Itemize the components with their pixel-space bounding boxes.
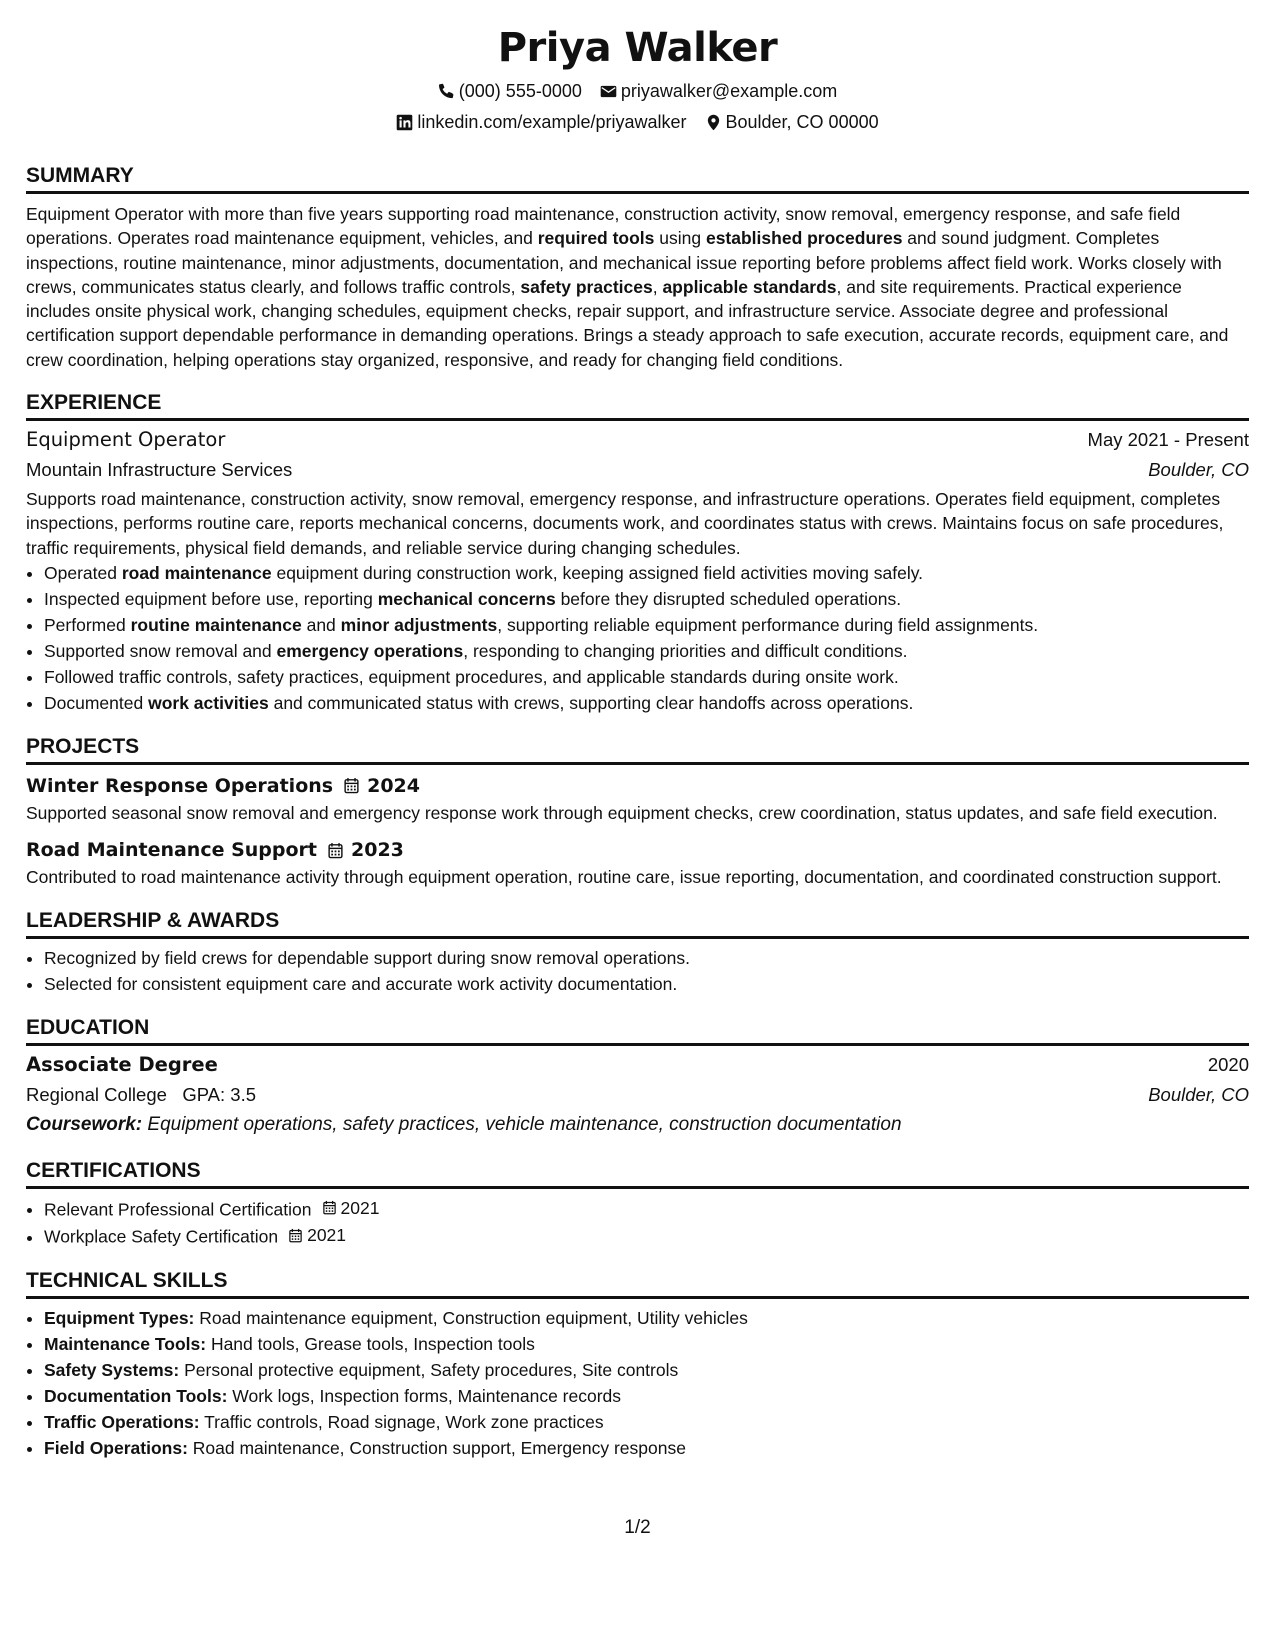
job-dates: May 2021 - Present: [1087, 429, 1249, 451]
projects-heading: PROJECTS: [26, 734, 1249, 765]
coursework-text: Equipment operations, safety practices, vehicle maintenance, construction documentation: [147, 1113, 902, 1135]
skill-value: Traffic controls, Road signage, Work zone practices: [204, 1411, 604, 1432]
list-item: [44, 1222, 1249, 1250]
education-subheader: [26, 1080, 1249, 1110]
job-subheader: [26, 455, 1249, 485]
summary-part: using: [654, 228, 706, 249]
bullet-text: and: [301, 614, 341, 635]
list-item: [44, 1357, 1249, 1383]
bullet-text: , responding to changing priorities and difficult conditions.: [463, 640, 908, 661]
map-pin-icon: [705, 114, 722, 131]
page-number: 1/2: [624, 1517, 651, 1538]
education-heading: EDUCATION: [26, 1015, 1249, 1046]
summary-part: , and site requirements. Practical experience includes onsite physical work, changing schedules, equipment checks, repair support, and infrastructure service. Associate degree and professional certification support dependable performance in demanding operations. Brings a steady approach to safe execution, accurate records, equipment care, and crew coordination, helping operations stay organized, responsive, and ready for changing field conditions.: [26, 276, 1229, 370]
education-location: Boulder, CO: [1148, 1083, 1249, 1105]
list-item: [44, 560, 1249, 586]
resume-page: [26, 0, 1249, 1461]
project-year: 2023: [351, 839, 404, 862]
skills-section: [26, 1268, 1249, 1461]
bullet-text: Supported snow removal and: [44, 640, 277, 661]
project-description: Contributed to road maintenance activity through equipment operation, routine care, issue reporting, documentation, and coordinated construction support.: [26, 867, 1222, 888]
skills-heading: TECHNICAL SKILLS: [26, 1268, 1249, 1299]
location-text: Boulder, CO 00000: [725, 112, 879, 132]
education-header: [26, 1050, 1249, 1080]
project-description: Supported seasonal snow removal and emergency response work through equipment checks, crew coordination, status updates, and safe field execution.: [26, 802, 1218, 823]
project-year: 2024: [367, 774, 420, 797]
list-item: • Selected for consistent equipment care and accurate work activity documentation.: [44, 971, 1249, 997]
bullet-text: Followed traffic controls, safety practices, equipment procedures, and applicable standards during onsite work.: [44, 666, 899, 687]
calendar-icon: [327, 842, 344, 859]
project-name: Road Maintenance Support: [26, 839, 318, 862]
degree-name: Associate Degree: [26, 1052, 218, 1076]
summary-bold: required tools: [537, 228, 655, 249]
list-item: [44, 1195, 1249, 1223]
contact-row-1: [26, 80, 1249, 102]
project-name: Winter Response Operations: [26, 774, 334, 797]
bullet-bold: emergency operations: [276, 640, 464, 661]
envelope-icon: [600, 83, 617, 100]
candidate-name: Priya Walker: [497, 25, 778, 71]
certifications-section: [26, 1158, 1249, 1250]
bullet-text: Performed: [44, 614, 131, 635]
skill-value: Road maintenance equipment, Construction equipment, Utility vehicles: [199, 1307, 748, 1328]
job-location: Boulder, CO: [1148, 459, 1249, 481]
list-item: [44, 612, 1249, 638]
skill-value: Hand tools, Grease tools, Inspection tools: [210, 1333, 535, 1354]
coursework-label: Coursework:: [26, 1113, 143, 1135]
education-section: [26, 1015, 1249, 1140]
bullet-bold: road maintenance: [121, 562, 272, 583]
skill-label: Field Operations:: [44, 1437, 188, 1458]
summary-heading: SUMMARY: [26, 163, 1249, 194]
certification-year: 2021: [307, 1225, 347, 1246]
summary-part: ,: [652, 276, 663, 297]
skill-value: Work logs, Inspection forms, Maintenance records: [232, 1385, 622, 1406]
linkedin-text: linkedin.com/example/priyawalker: [417, 112, 687, 132]
bullet-bold: mechanical concerns: [377, 588, 556, 609]
list-item: [44, 638, 1249, 664]
phone-icon: [438, 83, 455, 100]
certification-date: [288, 1222, 346, 1248]
bullet-text: and communicated status with crews, supporting clear handoffs across operations.: [268, 692, 914, 713]
experience-section: [26, 390, 1249, 716]
education-year: 2020: [1207, 1053, 1249, 1075]
contact-row-2: [26, 111, 1249, 133]
phone-text: (000) 555-0000: [458, 81, 582, 101]
leadership-list: [26, 945, 1249, 997]
school-info: [26, 1080, 256, 1110]
calendar-icon: [343, 777, 360, 794]
skill-label: Traffic Operations:: [44, 1411, 200, 1432]
coursework: [26, 1110, 1249, 1140]
project-date: [343, 771, 420, 801]
skill-label: Equipment Types:: [44, 1307, 195, 1328]
projects-section: [26, 734, 1249, 890]
gpa: GPA: 3.5: [182, 1083, 257, 1105]
list-item: [44, 1305, 1249, 1331]
certification-name: Relevant Professional Certification: [44, 1199, 312, 1220]
certifications-heading: CERTIFICATIONS: [26, 1158, 1249, 1189]
experience-heading: EXPERIENCE: [26, 390, 1249, 421]
certification-name: Workplace Safety Certification: [44, 1226, 279, 1247]
summary-bold: safety practices: [520, 276, 653, 297]
skill-label: Safety Systems:: [44, 1359, 180, 1380]
school-name: Regional College: [26, 1083, 167, 1105]
calendar-icon: [288, 1228, 303, 1243]
summary-bold: applicable standards: [662, 276, 837, 297]
bullet-text: before they disrupted scheduled operations.: [555, 588, 902, 609]
certifications-list: [26, 1195, 1249, 1250]
certification-date: [322, 1195, 380, 1221]
job-company: Mountain Infrastructure Services: [26, 459, 293, 481]
phone-contact[interactable]: [438, 80, 582, 102]
email-text: priyawalker@example.com: [620, 81, 838, 101]
skill-value: Personal protective equipment, Safety procedures, Site controls: [184, 1359, 679, 1380]
list-item: [44, 586, 1249, 612]
skill-label: Maintenance Tools:: [44, 1333, 207, 1354]
job-header: [26, 425, 1249, 455]
skill-value: Road maintenance, Construction support, Emergency response: [192, 1437, 686, 1458]
bullet-text: equipment during construction work, keeping assigned field activities moving safely.: [271, 562, 924, 583]
summary-section: [26, 163, 1249, 372]
bullet-text: Inspected equipment before use, reporting: [44, 588, 378, 609]
summary-part: Equipment Operator with more than five years supporting road maintenance, construction activity, snow removal, emergency response, and safe field operations. Operates road maintenance equipment, vehicles, and: [26, 204, 1181, 249]
linkedin-contact[interactable]: [396, 111, 686, 133]
job-title: Equipment Operator: [26, 428, 226, 452]
list-item: [44, 690, 1249, 716]
project-date: [327, 835, 404, 865]
location-contact: [705, 111, 879, 133]
project-header: [26, 771, 1249, 801]
skill-label: Documentation Tools:: [44, 1385, 228, 1406]
leadership-section: [26, 908, 1249, 997]
summary-bold: established procedures: [705, 228, 903, 249]
bullet-bold: routine maintenance: [130, 614, 302, 635]
list-item: [44, 1409, 1249, 1435]
list-item: [44, 1331, 1249, 1357]
job-bullets: [26, 560, 1249, 716]
bullet-bold: work activities: [148, 692, 269, 713]
project-header: [26, 835, 1249, 865]
bullet-text: , supporting reliable equipment performance during field assignments.: [497, 614, 1039, 635]
bullet-bold: minor adjustments: [340, 614, 498, 635]
calendar-icon: [322, 1200, 337, 1215]
list-item: [44, 1435, 1249, 1461]
list-item: • Recognized by field crews for dependable support during snow removal operations.: [44, 945, 1249, 971]
job-description: Supports road maintenance, construction activity, snow removal, emergency response, and infrastructure operations. Operates field equipment, completes inspections, performs routine care, reports mechanical concerns, documents work, and coordinates status with crews. Maintains focus on safe procedures, traffic requirements, physical field demands, and reliable service during changing schedules.: [26, 489, 1224, 558]
summary-text: [26, 202, 1249, 372]
list-item: [44, 664, 1249, 690]
email-contact[interactable]: [600, 80, 837, 102]
bullet-text: Documented: [44, 692, 149, 713]
skills-list: [26, 1305, 1249, 1461]
certification-year: 2021: [340, 1197, 380, 1218]
list-item: [44, 1383, 1249, 1409]
summary-part: and sound judgment. Completes inspections, routine maintenance, minor adjustments, documentation, and mechanical issue reporting before problems affect field work. Works closely with crews, communicates status clearly, and follows traffic controls,: [26, 228, 1222, 297]
leadership-heading: LEADERSHIP & AWARDS: [26, 908, 1249, 939]
bullet-text: Operated: [44, 562, 122, 583]
linkedin-icon: [396, 114, 413, 131]
